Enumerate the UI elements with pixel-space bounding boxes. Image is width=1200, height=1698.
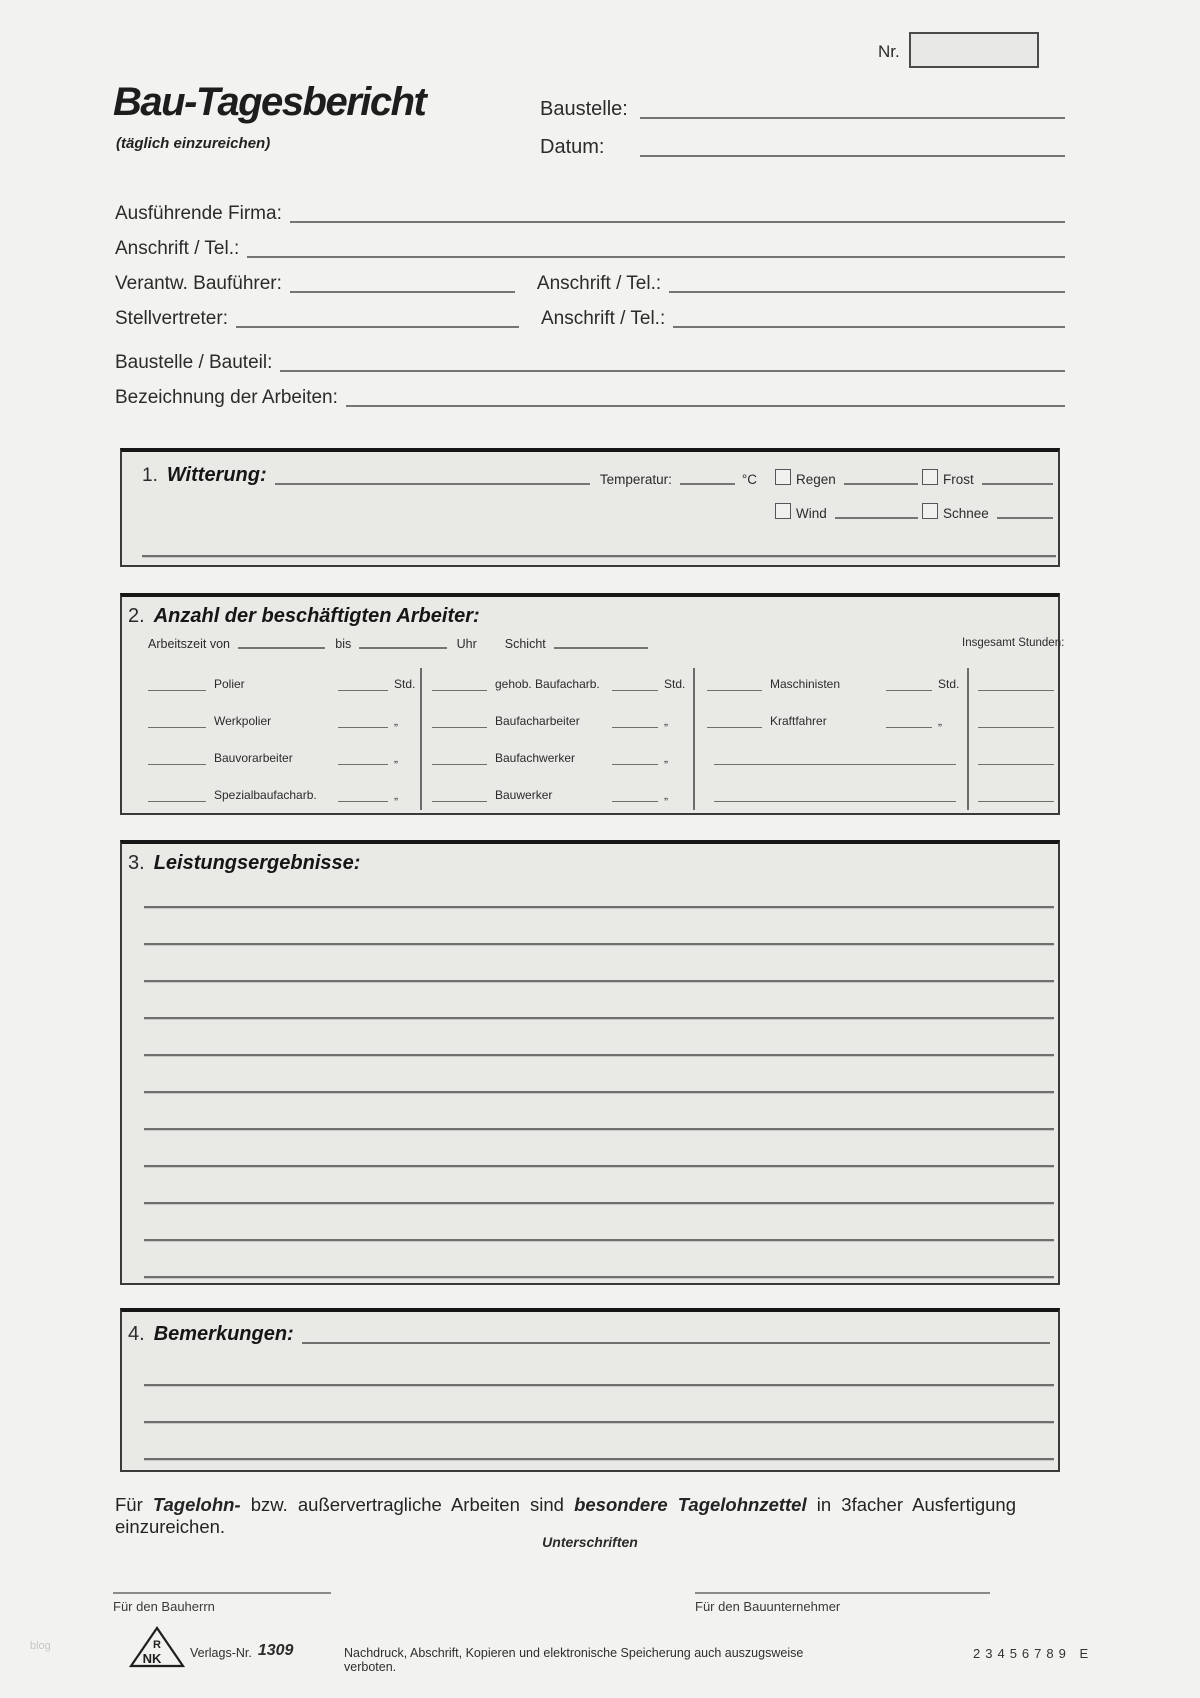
writing-line[interactable] <box>144 1458 1054 1460</box>
section2-number: 2. <box>128 605 145 627</box>
worker-label: Kraftfahrer <box>770 714 827 728</box>
arbeitszeit-von-input[interactable] <box>238 646 325 649</box>
unit-label: Std. <box>664 677 686 691</box>
stellvertreter-label: Stellvertreter: <box>115 308 228 329</box>
count-input-line[interactable] <box>148 726 206 728</box>
hours-input-line[interactable] <box>612 800 658 802</box>
note-text: in 3facher Ausfertigung einzureichen. <box>115 1494 1017 1537</box>
writing-line[interactable] <box>144 1384 1054 1386</box>
arbeiten-label: Bezeichnung der Arbeiten: <box>115 387 338 408</box>
section3-title: Leistungsergebnisse: <box>153 852 361 874</box>
verlag-group <box>190 1642 293 1660</box>
note-text-bold: besondere Tagelohnzettel <box>574 1494 807 1515</box>
arbeiten-input-line[interactable] <box>346 404 1065 407</box>
hours-input-line[interactable] <box>338 763 388 765</box>
copyright-notice: Nachdruck, Abschrift, Kopieren und elektronische Speicherung auch auszugsweise verboten. <box>344 1646 804 1674</box>
count-input-line[interactable] <box>148 763 206 765</box>
stellvertreter-anschrift-label: Anschrift / Tel.: <box>540 308 666 329</box>
datum-row <box>540 136 1065 159</box>
bauteil-label: Baustelle / Bauteil: <box>115 352 273 373</box>
section1-title: Witterung: <box>166 464 267 486</box>
wind-input-line[interactable] <box>835 516 918 519</box>
baustelle-input-line[interactable] <box>640 116 1065 119</box>
regen-checkbox[interactable] <box>775 469 791 485</box>
writing-line[interactable] <box>144 980 1054 982</box>
bauherr-signature-label: Für den Bauherrn <box>113 1599 215 1614</box>
wind-label: Wind <box>796 506 827 521</box>
hours-input-line[interactable] <box>612 763 658 765</box>
writing-line[interactable] <box>144 1421 1054 1423</box>
frost-input-line[interactable] <box>982 482 1053 485</box>
writing-line[interactable] <box>144 1017 1054 1019</box>
worker-label: Bauwerker <box>495 788 553 802</box>
arbeitszeit-label: Arbeitszeit von <box>148 637 230 651</box>
unit-label: „ <box>664 751 668 765</box>
writing-line[interactable] <box>144 1054 1054 1056</box>
unterschriften-label: Unterschriften <box>542 1534 638 1550</box>
insgesamt-label: Insgesamt Stunden: <box>962 637 1065 649</box>
unit-label: „ <box>394 714 398 728</box>
hours-input-line[interactable] <box>612 689 658 691</box>
wind-checkbox[interactable] <box>775 503 791 519</box>
count-input-line[interactable] <box>432 726 487 728</box>
unit-label: Std. <box>394 677 416 691</box>
total-hours-input-line[interactable] <box>978 726 1054 728</box>
regen-input-line[interactable] <box>844 482 918 485</box>
worker-label: Spezialbaufacharb. <box>214 788 317 802</box>
baufuehrer-anschrift-input-line[interactable] <box>669 290 1065 293</box>
bauunternehmer-signature-line[interactable] <box>695 1592 990 1594</box>
firma-row <box>115 203 1065 225</box>
arbeitszeit-bis-input[interactable] <box>359 646 446 649</box>
unit-label: „ <box>938 714 942 728</box>
unit-label: „ <box>664 788 668 802</box>
section2-title: Anzahl der beschäftigten Arbeiter: <box>153 605 480 627</box>
firma-input-line[interactable] <box>290 220 1065 223</box>
total-hours-input-line[interactable] <box>978 763 1054 765</box>
regen-label: Regen <box>796 472 836 487</box>
baufuehrer-row <box>115 273 1065 295</box>
bauunternehmer-signature-label: Für den Bauunternehmer <box>695 1599 841 1614</box>
worker-label: Bauvorarbeiter <box>214 751 293 765</box>
worker-label: Polier <box>214 677 245 691</box>
section4-number: 4. <box>128 1323 145 1345</box>
bauteil-input-line[interactable] <box>280 369 1065 372</box>
section-witterung <box>120 448 1060 567</box>
witterung-extra-line[interactable] <box>142 555 1056 557</box>
anschrift-row <box>115 238 1065 260</box>
page-subtitle: (täglich einzureichen) <box>116 135 271 152</box>
note-text: bzw. außervertragliche Arbeiten sind <box>250 1494 564 1515</box>
bauteil-row <box>115 352 1065 374</box>
column-divider <box>420 668 422 810</box>
hours-input-line[interactable] <box>886 689 932 691</box>
column-divider <box>967 668 969 810</box>
section-arbeiter <box>120 593 1065 815</box>
baufuehrer-anschrift-label: Anschrift / Tel.: <box>536 273 662 294</box>
writing-line[interactable] <box>144 1202 1054 1204</box>
schnee-checkbox[interactable] <box>922 503 938 519</box>
count-input-line[interactable] <box>432 763 487 765</box>
hours-input-line[interactable] <box>338 800 388 802</box>
verlag-label: Verlags-Nr. <box>190 1646 252 1660</box>
section3-number: 3. <box>128 852 145 874</box>
tagelohn-note <box>115 1494 1067 1538</box>
worker-label: Maschinisten <box>770 677 841 691</box>
note-text: Für <box>115 1494 143 1515</box>
total-hours-input-line[interactable] <box>978 689 1054 691</box>
watermark: blog <box>30 1640 51 1652</box>
datum-label: Datum: <box>540 136 605 158</box>
count-input-line[interactable] <box>707 689 762 691</box>
section1-number: 1. <box>142 465 158 486</box>
rnk-logo-icon <box>128 1626 186 1668</box>
worker-label: Werkpolier <box>214 714 272 728</box>
frost-label: Frost <box>943 472 974 487</box>
writing-line[interactable] <box>144 906 1054 908</box>
stellvertreter-input-line[interactable] <box>236 325 519 328</box>
witterung-input-line[interactable] <box>275 482 590 485</box>
baustelle-row <box>540 98 1065 121</box>
page-title: Bau-Tagesbericht <box>113 80 426 124</box>
schicht-label: Schicht <box>504 637 546 651</box>
schnee-label: Schnee <box>943 506 989 521</box>
logo-r-text: R <box>153 1639 161 1651</box>
arbeiten-row <box>115 387 1065 409</box>
baufuehrer-input-line[interactable] <box>290 290 515 293</box>
note-text-bold: Tagelohn- <box>152 1494 241 1515</box>
column-divider <box>693 668 695 810</box>
stellvertreter-row <box>115 308 1065 330</box>
celsius-unit: °C <box>741 472 757 487</box>
total-hours-input-line[interactable] <box>978 800 1054 802</box>
uhr-label: Uhr <box>456 637 477 651</box>
hours-input-line[interactable] <box>886 726 932 728</box>
nr-label: Nr. <box>878 42 900 61</box>
worker-label: gehob. Baufacharb. <box>495 677 600 691</box>
temperatur-input-line[interactable] <box>680 482 735 485</box>
schnee-input-line[interactable] <box>997 516 1053 519</box>
unit-label: Std. <box>938 677 960 691</box>
hours-input-line[interactable] <box>338 726 388 728</box>
datum-input-line[interactable] <box>640 154 1065 157</box>
writing-line[interactable] <box>144 1276 1054 1278</box>
hours-input-line[interactable] <box>338 689 388 691</box>
worker-label: Baufachwerker <box>495 751 576 765</box>
schicht-input[interactable] <box>554 646 648 649</box>
section-bemerkungen <box>120 1308 1060 1472</box>
bis-label: bis <box>335 637 352 651</box>
frost-checkbox[interactable] <box>922 469 938 485</box>
logo-nk-text: NK <box>142 1651 162 1666</box>
firma-label: Ausführende Firma: <box>115 203 282 224</box>
nr-group <box>878 32 1066 68</box>
worker-label: Baufacharbeiter <box>495 714 580 728</box>
baufuehrer-label: Verantw. Bauführer: <box>115 273 282 294</box>
temperatur-label: Temperatur: <box>599 472 672 487</box>
section4-title: Bemerkungen: <box>153 1323 294 1345</box>
count-input-line[interactable] <box>432 689 487 691</box>
bemerkungen-input-line[interactable] <box>302 1341 1050 1344</box>
nr-input-box[interactable] <box>909 32 1039 68</box>
unit-label: „ <box>394 751 398 765</box>
anschrift-input-line[interactable] <box>247 255 1065 258</box>
count-input-line[interactable] <box>707 726 762 728</box>
unit-label: „ <box>664 714 668 728</box>
writing-line[interactable] <box>144 1165 1054 1167</box>
bauherr-signature-line[interactable] <box>113 1592 331 1594</box>
writing-line[interactable] <box>144 1091 1054 1093</box>
writing-line[interactable] <box>144 943 1054 945</box>
extra-worker-input-line[interactable] <box>714 763 956 765</box>
count-input-line[interactable] <box>432 800 487 802</box>
count-input-line[interactable] <box>148 800 206 802</box>
writing-line[interactable] <box>144 1128 1054 1130</box>
stellvertreter-anschrift-input-line[interactable] <box>673 325 1065 328</box>
writing-line[interactable] <box>144 1239 1054 1241</box>
extra-worker-input-line[interactable] <box>714 800 956 802</box>
section-leistungsergebnisse <box>120 840 1060 1285</box>
verlag-number: 1309 <box>257 1642 294 1659</box>
count-input-line[interactable] <box>148 689 206 691</box>
baustelle-label: Baustelle: <box>540 98 628 120</box>
serial-number: 23456789 E <box>973 1646 1094 1661</box>
unit-label: „ <box>394 788 398 802</box>
anschrift-label: Anschrift / Tel.: <box>115 238 240 259</box>
hours-input-line[interactable] <box>612 726 658 728</box>
